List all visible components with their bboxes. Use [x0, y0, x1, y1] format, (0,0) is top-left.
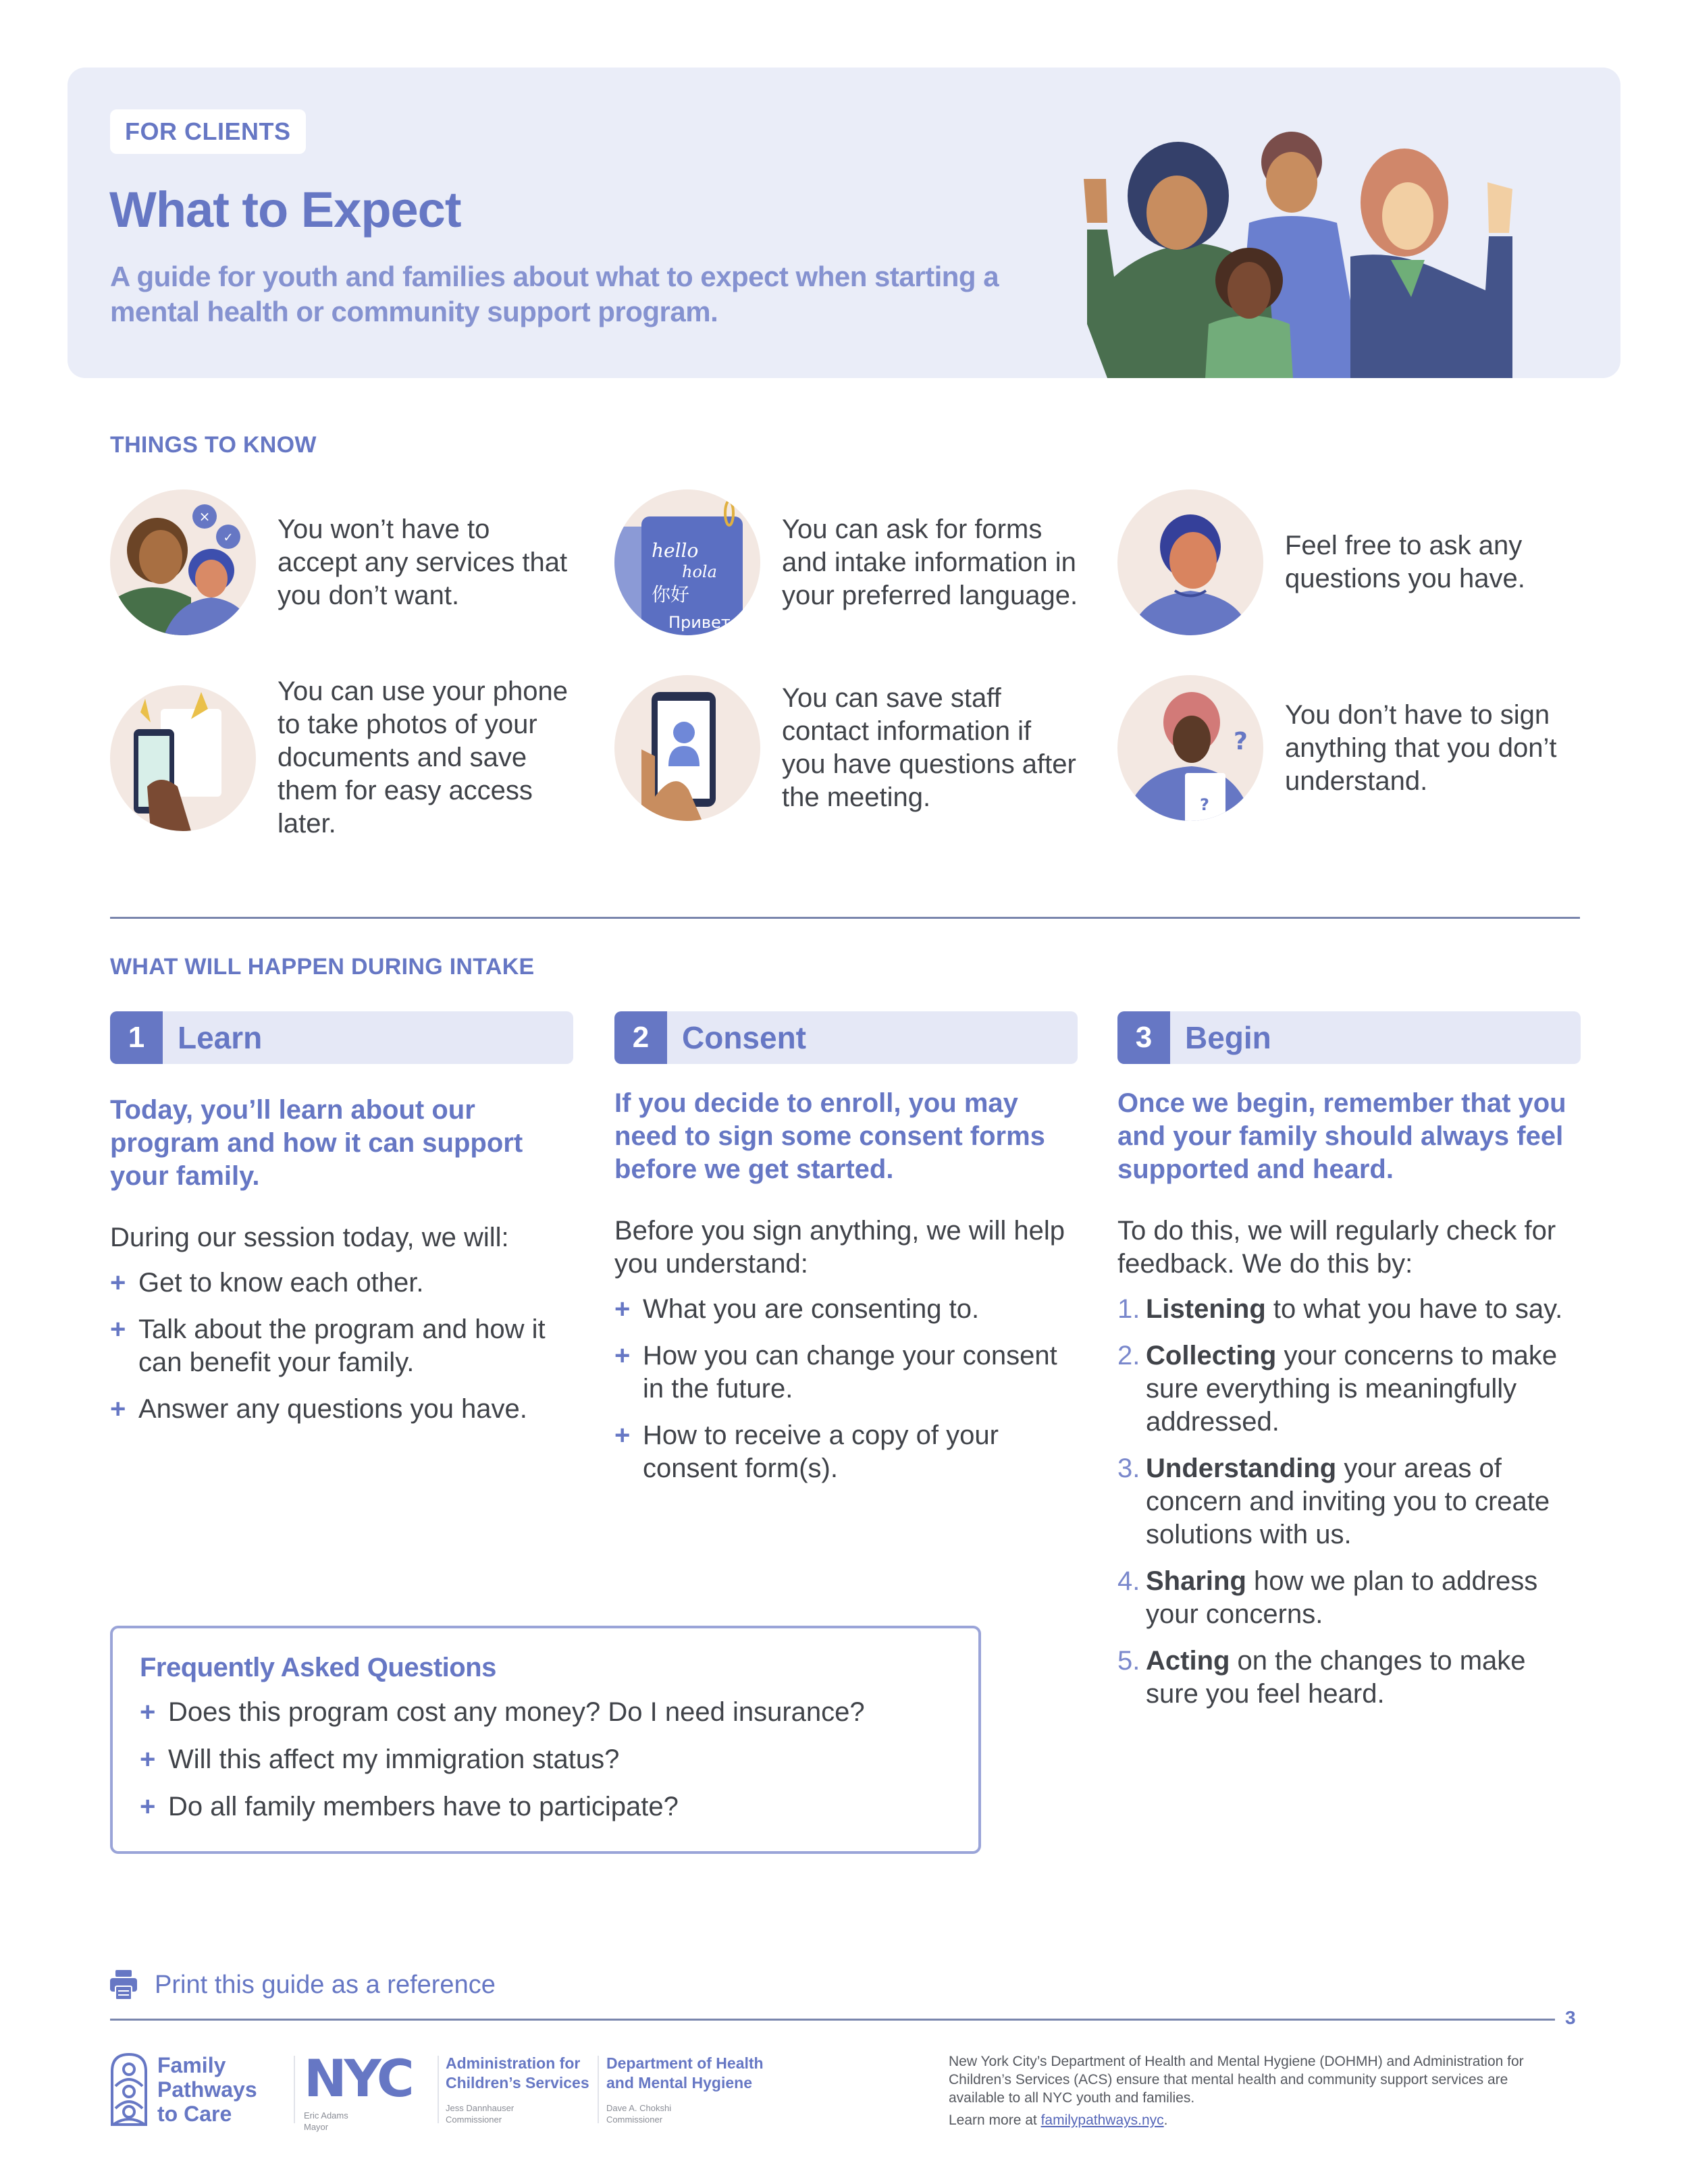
plus-icon: +	[140, 1744, 156, 1774]
tip-item	[1117, 675, 1582, 821]
step-learn	[110, 1011, 573, 1439]
page-subtitle: A guide for youth and families about what to expect when starting a mental health or community support program.	[110, 261, 999, 327]
print-guide-link[interactable]	[110, 1970, 496, 2000]
nyc-logo	[304, 2048, 412, 2133]
faq-box	[110, 1626, 981, 1854]
step-numbered-list	[1117, 1293, 1581, 1711]
tip-item	[110, 675, 575, 841]
step-intro: To do this, we will regularly check for feedback. We do this by:	[1117, 1216, 1556, 1279]
mayor-name: Eric Adams	[304, 2110, 348, 2121]
svg-text:?: ?	[1234, 728, 1248, 755]
parent-child-choice-icon	[110, 489, 256, 635]
step-lead: Once we begin, remember that you and your family should always feel supported and heard.	[1117, 1088, 1566, 1184]
step-lead: Today, you’ll learn about our program and how it can support your family.	[110, 1095, 523, 1191]
list-item: 2. Collecting your concerns to make sure everything is meaningfully addressed.	[1117, 1341, 1558, 1437]
tip-item	[614, 675, 1079, 821]
plus-icon: +	[110, 1394, 126, 1424]
person-asking-icon	[1117, 489, 1263, 635]
plus-icon: +	[140, 1792, 156, 1821]
brand-name: Family Pathways to Care	[157, 2053, 257, 2126]
page-number: 3	[1565, 2007, 1576, 2028]
svg-text:✓: ✓	[223, 531, 234, 545]
tip-text: You don’t have to sign anything that you don’t understand.	[1285, 699, 1557, 796]
person-document-question-icon	[1117, 675, 1263, 821]
logo-separator	[438, 2056, 439, 2123]
list-item: + Answer any questions you have.	[110, 1393, 573, 1426]
list-item: 3. Understanding your areas of concern and inviting you to create solutions with us.	[1117, 1454, 1550, 1549]
svg-text:?: ?	[1200, 795, 1209, 814]
faq-item: + Do all family members have to participate?	[140, 1790, 951, 1823]
step-title: Consent	[682, 1020, 806, 1055]
step-number: 1	[110, 1011, 163, 1064]
svg-text:hola: hola	[682, 562, 717, 581]
tip-item	[614, 489, 1079, 635]
step-lead: If you decide to enroll, you may need to sign some consent forms before we get started.	[614, 1088, 1045, 1184]
disclaimer-text: New York City’s Department of Health and Mental Hygiene (DOHMH) and Administration for Children’s Services (ACS) ensure that mental health and community support services are available to all NYC youth and families.	[949, 2054, 1524, 2106]
list-item: + How to receive a copy of your consent form(s).	[614, 1420, 999, 1483]
things-to-know-heading: THINGS TO KNOW	[110, 432, 317, 458]
header-card	[68, 68, 1620, 378]
step-bullet-list	[110, 1267, 573, 1426]
tip-item	[110, 489, 575, 635]
intake-heading: WHAT WILL HAPPEN DURING INTAKE	[110, 954, 535, 980]
step-intro: Before you sign anything, we will help you understand:	[614, 1216, 1065, 1279]
logo-separator	[598, 2056, 599, 2123]
dohmh-logo: Department of Health and Mental Hygiene Dave A. Chokshi Commissioner	[606, 2054, 764, 2125]
plus-icon: +	[110, 1314, 126, 1344]
list-item: + Get to know each other.	[110, 1267, 573, 1300]
list-item: + What you are consenting to.	[614, 1293, 1078, 1326]
svg-text:×: ×	[199, 508, 211, 525]
section-divider	[110, 917, 1580, 919]
step-begin	[1117, 1011, 1581, 1724]
website-link[interactable]: familypathways.nyc	[1040, 2112, 1164, 2128]
faq-title: Frequently Asked Questions	[140, 1653, 496, 1682]
faq-item: + Does this program cost any money? Do I need insurance?	[140, 1695, 951, 1729]
footer-disclaimer	[949, 2052, 1556, 2129]
mayor-role: Mayor	[304, 2122, 329, 2132]
multilingual-greeting-card-icon	[614, 489, 760, 635]
group-of-waving-people-illustration	[1067, 122, 1566, 378]
plus-icon: +	[140, 1697, 156, 1727]
step-intro: During our session today, we will:	[110, 1223, 509, 1252]
step-header	[614, 1011, 1078, 1064]
tip-text: Feel free to ask any questions you have.	[1285, 531, 1525, 593]
list-item: + How you can change your consent in the future.	[614, 1341, 1057, 1404]
tip-text: You can ask for forms and intake information in your preferred language.	[782, 514, 1078, 610]
tip-text: You won’t have to accept any services that you don’t want.	[278, 514, 568, 610]
step-bullet-list	[614, 1293, 1078, 1485]
tip-text: You can use your phone to take photos of your documents and save them for easy access later.	[278, 676, 568, 838]
svg-text:hello: hello	[652, 539, 699, 562]
tip-text: You can save staff contact information if you have questions after the meeting.	[782, 683, 1076, 812]
step-title: Begin	[1185, 1020, 1271, 1055]
svg-text:Привет: Привет	[668, 613, 731, 632]
step-consent	[614, 1011, 1078, 1499]
learn-more: Learn more at familypathways.nyc.	[949, 2112, 1168, 2128]
tip-item	[1117, 489, 1582, 635]
plus-icon: +	[614, 1341, 631, 1370]
page-title: What to Expect	[109, 182, 461, 238]
list-item: 1. Listening to what you have to say.	[1117, 1294, 1563, 1324]
family-arch-icon	[110, 2052, 148, 2127]
step-title: Learn	[178, 1020, 263, 1055]
plus-icon: +	[614, 1294, 631, 1324]
step-number: 3	[1117, 1011, 1170, 1064]
step-number: 2	[614, 1011, 667, 1064]
list-item: 4. Sharing how we plan to address your concerns.	[1117, 1566, 1538, 1629]
list-item: + Talk about the program and how it can benefit your family.	[110, 1314, 546, 1377]
faq-item: + Will this affect my immigration status?	[140, 1742, 951, 1776]
list-item: 5. Acting on the changes to make sure you feel heard.	[1117, 1646, 1526, 1709]
print-label: Print this guide as a reference	[155, 1970, 496, 1999]
nyc-wordmark: NYC	[304, 2048, 412, 2108]
logo-separator	[294, 2056, 295, 2123]
printer-icon	[110, 1970, 137, 2000]
acs-logo: Administration for Children’s Services Jess Dannhauser Commissioner	[446, 2054, 589, 2125]
phone-document-photo-icon	[110, 685, 256, 831]
plus-icon: +	[110, 1268, 126, 1298]
faq-list	[140, 1695, 951, 1823]
step-header	[110, 1011, 573, 1064]
audience-tag: FOR CLIENTS	[110, 109, 306, 154]
plus-icon: +	[614, 1420, 631, 1450]
phone-contact-icon	[614, 675, 760, 821]
family-pathways-logo	[110, 2052, 257, 2127]
footer-divider	[110, 2019, 1555, 2021]
step-header	[1117, 1011, 1581, 1064]
svg-text:你好: 你好	[652, 583, 690, 606]
